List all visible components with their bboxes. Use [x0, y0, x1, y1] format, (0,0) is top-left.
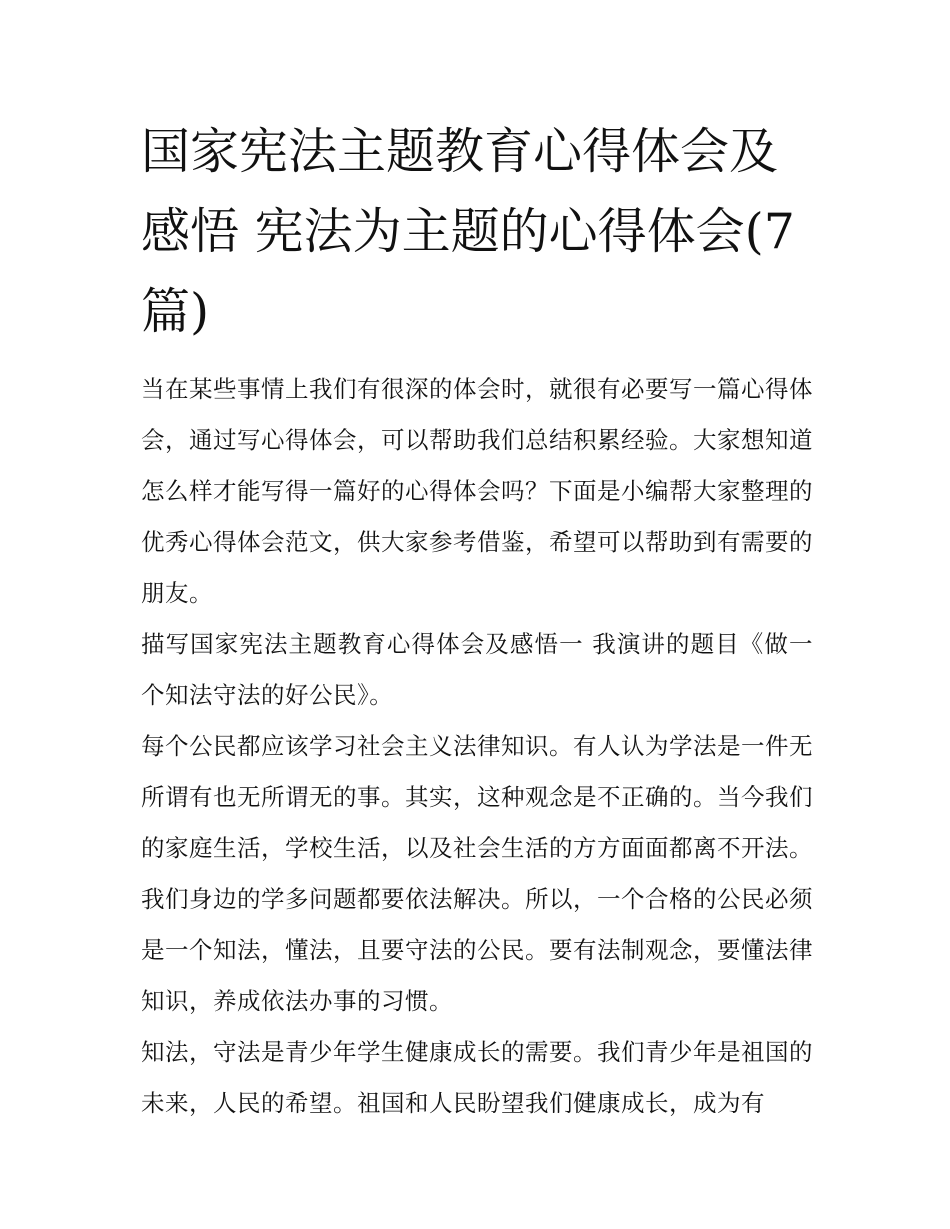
paragraph-learn-law: 每个公民都应该学习社会主义法律知识。有人认为学法是一件无所谓有也无所谓无的事。其实，这种观念是不正确的。当今我们的家庭生活，学校生活，以及社会生活的方方面面都离不开法。我们身边的学多问题都要依法解决。所以，一个合格的公民必须是一个知法，懂法，且要守法的公民。要有法制观念，要懂法律知识，养成依法办事的习惯。	[141, 732, 813, 1015]
paragraph-youth: 知法，守法是青少年学生健康成长的需要。我们青少年是祖国的未来，人民的希望。祖国和人民盼望我们健康成长，成为有	[141, 1038, 813, 1117]
paragraph-intro: 当在某些事情上我们有很深的体会时，就很有必要写一篇心得体会，通过写心得体会，可以帮助我们总结积累经验。大家想知道怎么样才能写得一篇好的心得体会吗？下面是小编帮大家整理的优秀心得体会范文，供大家参考借鉴，希望可以帮助到有需要的朋友。	[141, 375, 813, 607]
document-body	[141, 364, 813, 1129]
document-title: 国家宪法主题教育心得体会及感悟 宪法为主题的心得体会(7篇)	[141, 123, 795, 340]
document-page	[141, 112, 813, 1129]
paragraph-speech-heading: 描写国家宪法主题教育心得体会及感悟一 我演讲的题目《做一个知法守法的好公民》。	[141, 630, 813, 709]
